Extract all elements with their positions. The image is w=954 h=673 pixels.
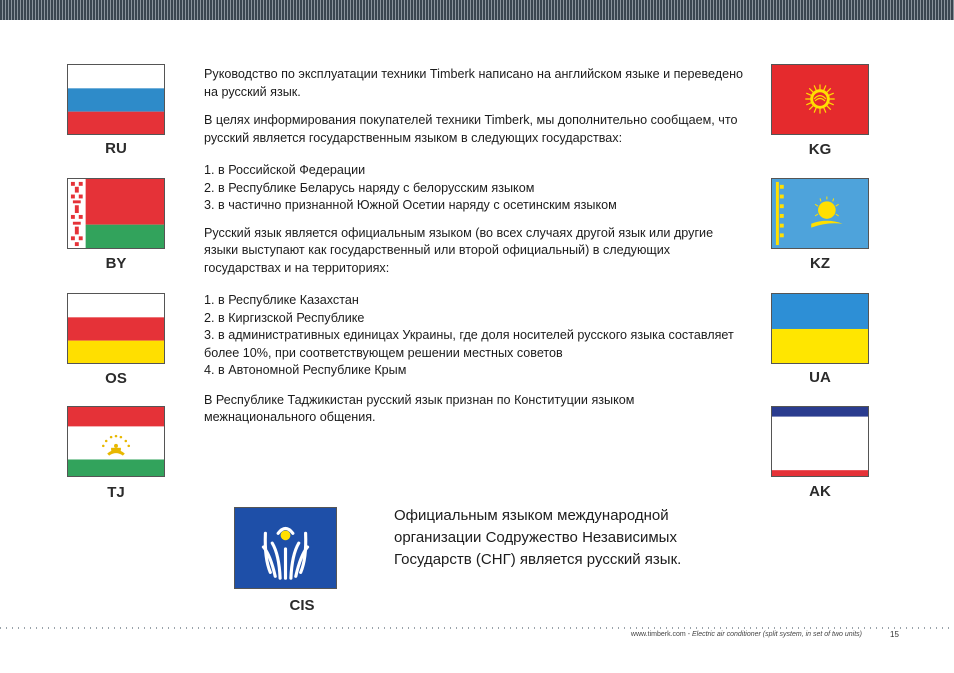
list-item: 1. в Республике Казахстан [204,293,359,307]
footer-site: www.timberk.com - [630,631,692,638]
flag-code-ua: UA [809,369,831,386]
flag-code-by: BY [105,255,127,272]
ukraine-flag-icon [771,293,869,364]
flag-code-tj: TJ [107,484,125,501]
paragraph-intro: Руководство по эксплуатации техники Timberk написано на английском языке и переведено на русский язык. [204,67,744,99]
flag-code-ak: AK [809,483,831,500]
text-block [204,66,744,427]
flag-code-os: OS [105,370,127,387]
crimea-flag-icon [771,406,869,477]
cis-paragraph: Официальным языком международной организации Содружество Независимых Государств (СНГ) является русский язык. [394,507,682,568]
list-item: 3. в административных единицах Украины, где доля носителей русского языка составляет более 10%, при соответствующем решении местных советов [204,328,734,360]
list-item: 3. в частично признанной Южной Осетии наряду с осетинским языком [204,198,617,212]
paragraph-official-language: Русский язык является официальным языком (во всех случаях другой язык или другие языки выступают как государственный или второй официальный) в следующих государствах и на территориях: [204,225,714,275]
top-decorative-bar [0,0,954,20]
list-state-countries [204,162,744,215]
footer-dotted-divider [0,627,954,629]
tajikistan-flag-icon [67,406,165,477]
cis-flag-icon [234,507,337,589]
kyrgyzstan-flag-icon [771,64,869,135]
flag-code-ru: RU [105,140,127,157]
page-number: 15 [890,630,899,639]
flag-code-kz: KZ [810,255,830,272]
list-item: 2. в Республике Беларусь наряду с белорусским языком [204,180,535,195]
paragraph-tajikistan: В Республике Таджикистан русский язык признан по Конституции языком межнационального общения. [204,392,635,424]
kazakhstan-flag-icon [771,178,869,249]
russia-flag-icon [67,64,165,135]
flag-code-kg: KG [808,141,832,158]
list-item: 2. в Киргизской Республике [204,310,365,325]
footer-caption [631,631,862,638]
flag-code-cis: CIS [289,597,315,614]
list-item: 4. в Автономной Республике Крым [204,363,407,377]
south-ossetia-flag-icon [67,293,165,364]
paragraph-state-language: В целях информирования покупателей техники Timberk, мы дополнительно сообщаем, что русский является государственным языком в следующих государствах: [204,113,738,145]
list-official-territories [204,292,744,380]
footer-product: Electric air conditioner (split system, in set of two units) [691,631,862,638]
belarus-flag-icon [67,178,165,249]
list-item: 1. в Российской Федерации [204,163,366,177]
